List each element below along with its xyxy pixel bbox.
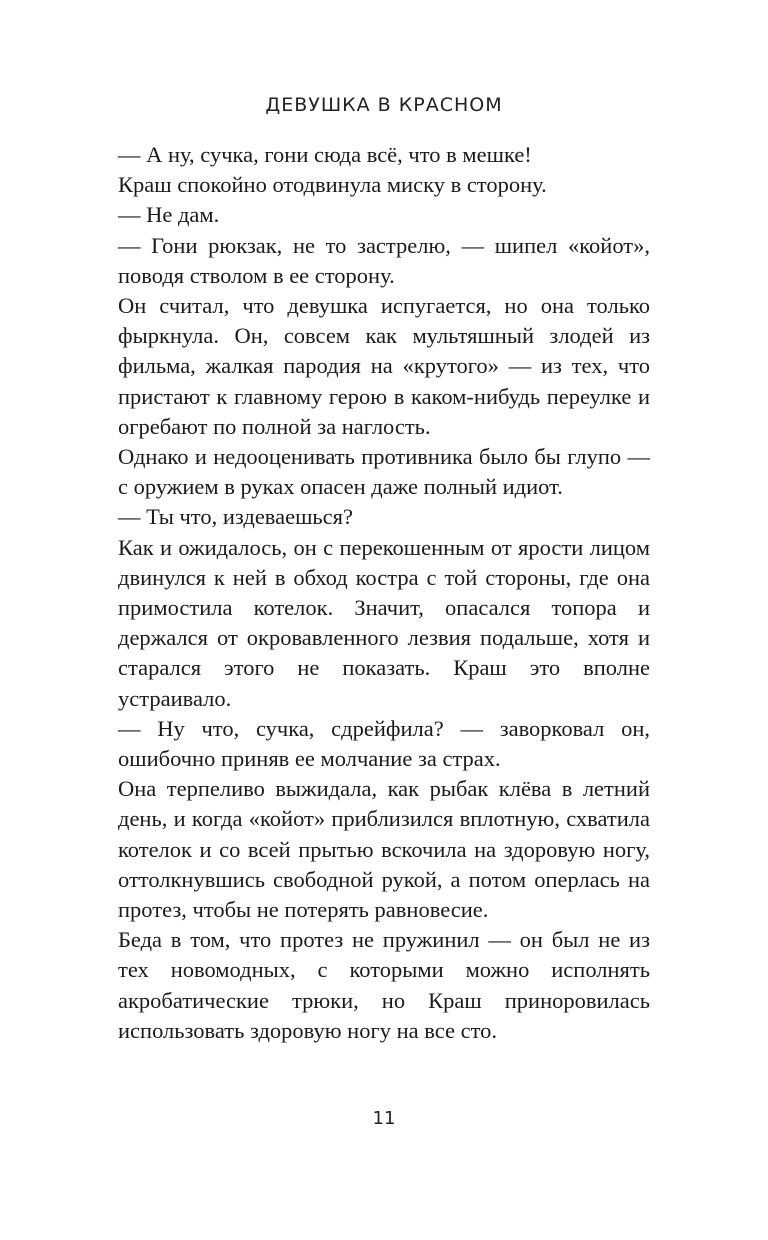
- paragraph: — Ну что, сучка, сдрейфила? — заворковал он, ошибочно приняв ее молчание за страх.: [118, 715, 650, 772]
- paragraph: — А ну, сучка, гони сюда всё, что в мешке!: [118, 142, 532, 167]
- paragraph: Беда в том, что протез не пружинил — он был не из тех новомодных, с которыми можно исполнять акробатические трюки, но Краш приноровилась использовать здоровую ногу на все сто.: [118, 927, 650, 1043]
- paragraph: Однако и недооценивать противника было бы глупо — с оружием в руках опасен даже полный идиот.: [118, 444, 650, 500]
- paragraph: — Не дам.: [118, 202, 220, 228]
- running-head: ДЕВУШКА В КРАСНОМ: [265, 94, 503, 116]
- paragraph: — Гони рюкзак, не то застрелю, — шипел «койот», поводя стволом в ее сторону.: [118, 232, 650, 288]
- paragraph: Как и ожидалось, он с перекошенным от ярости лицом двинулся к ней в обход костра с той стороны, где она примостила котелок. Значит, опасался топора и держался от окровавленного лезвия подальше, хотя и старался этого не показать. Краш это вполне устраивало.: [118, 534, 650, 711]
- paragraph: Он считал, что девушка испугается, но она только фыркнула. Он, совсем как мультяшный злодей из фильма, жалкая пародия на «крутого» — из тех, что пристают к главному герою в каком-нибудь переулке и огребают по полной за наглость.: [118, 293, 650, 439]
- body-text: [118, 140, 650, 1046]
- page-number: 11: [372, 1108, 396, 1129]
- paragraph: Краш спокойно отодвинула миску в сторону.: [118, 172, 547, 198]
- paragraph: Она терпеливо выжидала, как рыбак клёва в летний день, и когда «койот» приблизился вплотную, схватила котелок и со всей прытью вскочила на здоровую ногу, оттолкнувшись свободной рукой, а потом оперлась на протез, чтобы не потерять равновесие.: [118, 776, 650, 923]
- paragraph: — Ты что, издеваешься?: [118, 504, 354, 530]
